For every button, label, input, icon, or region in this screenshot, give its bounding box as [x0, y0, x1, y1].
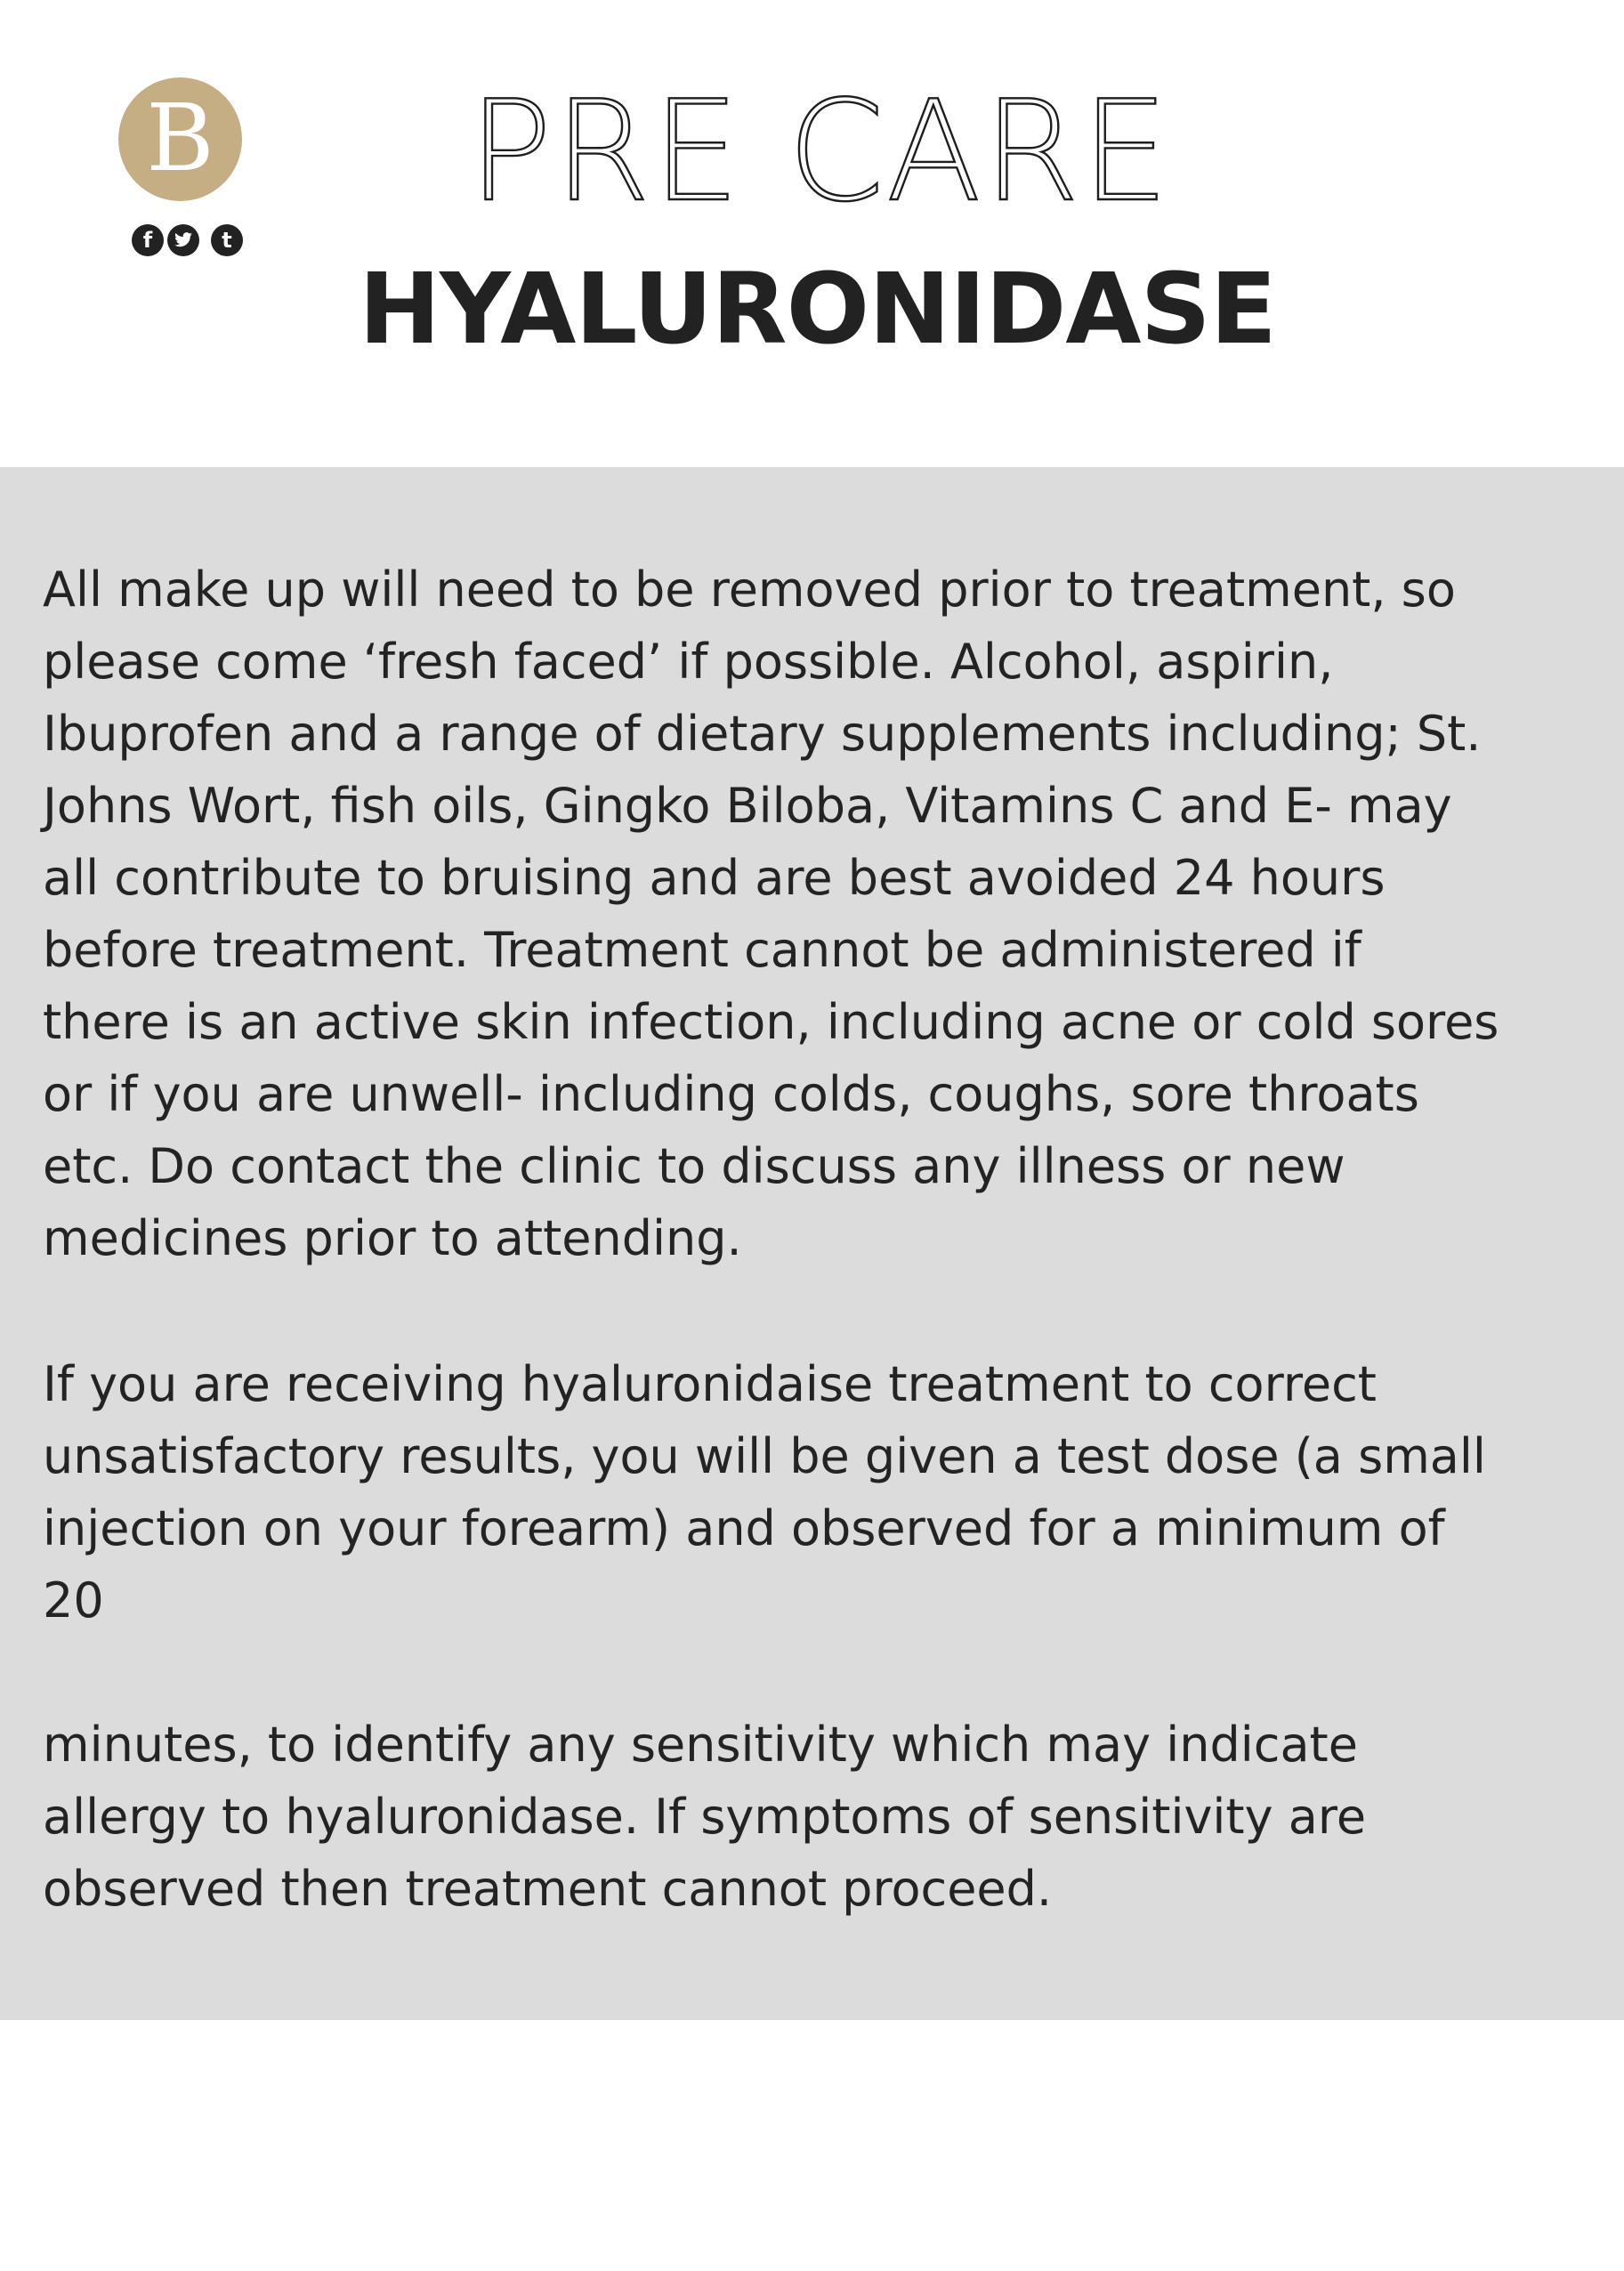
text-line: medicines prior to attending. — [43, 1210, 742, 1266]
page-title-treatment: HYALURONIDASE — [359, 252, 1276, 366]
text-line: there is an active skin infection, including acne or cold sores — [43, 994, 1499, 1050]
tumblr-glyph: t — [222, 228, 232, 253]
twitter-bird-shape — [174, 232, 193, 248]
social-links — [132, 222, 243, 258]
page-title-pre-care: PRE CARE — [468, 70, 1171, 232]
page-footer — [0, 2020, 1624, 2271]
text-line: 20 — [43, 1572, 104, 1628]
text-line: Ibuprofen and a range of dietary supplements including; St. — [43, 706, 1482, 762]
text-line: If you are receiving hyaluronidaise treatment to correct — [43, 1356, 1377, 1412]
text-line: observed then treatment cannot proceed. — [43, 1861, 1053, 1917]
logo-letter: B — [146, 83, 214, 192]
page-header — [0, 0, 1624, 467]
paragraph-test-dose — [43, 1348, 1609, 1637]
text-line: minutes, to identify any sensitivity which may indicate — [43, 1717, 1358, 1773]
facebook-icon[interactable] — [132, 224, 164, 256]
text-line: all contribute to bruising and are best avoided 24 hours — [43, 850, 1386, 906]
text-line: etc. Do contact the clinic to discuss any illness or new — [43, 1138, 1345, 1194]
paragraph-sensitivity — [43, 1709, 1609, 1925]
text-line: allergy to hyaluronidase. If symptoms of sensitivity are — [43, 1789, 1367, 1845]
twitter-icon[interactable] — [167, 224, 199, 256]
text-line: before treatment. Treatment cannot be administered if — [43, 922, 1361, 978]
text-line: unsatisfactory results, you will be given a test dose (a small — [43, 1428, 1486, 1484]
text-line: Johns Wort, fish oils, Gingko Biloba, Vitamins C and E- may — [43, 778, 1452, 834]
content-panel — [0, 467, 1624, 2020]
text-line: All make up will need to be removed prior to treatment, so — [43, 562, 1456, 618]
text-line: please come ‘fresh faced’ if possible. Alcohol, aspirin, — [43, 634, 1334, 690]
tumblr-icon[interactable] — [211, 224, 243, 256]
text-line: or if you are unwell- including colds, coughs, sore throats — [43, 1066, 1419, 1122]
paragraph-preparation — [43, 554, 1609, 1274]
text-line: injection on your forearm) and observed for a minimum of — [43, 1500, 1445, 1556]
facebook-glyph: f — [142, 228, 153, 253]
